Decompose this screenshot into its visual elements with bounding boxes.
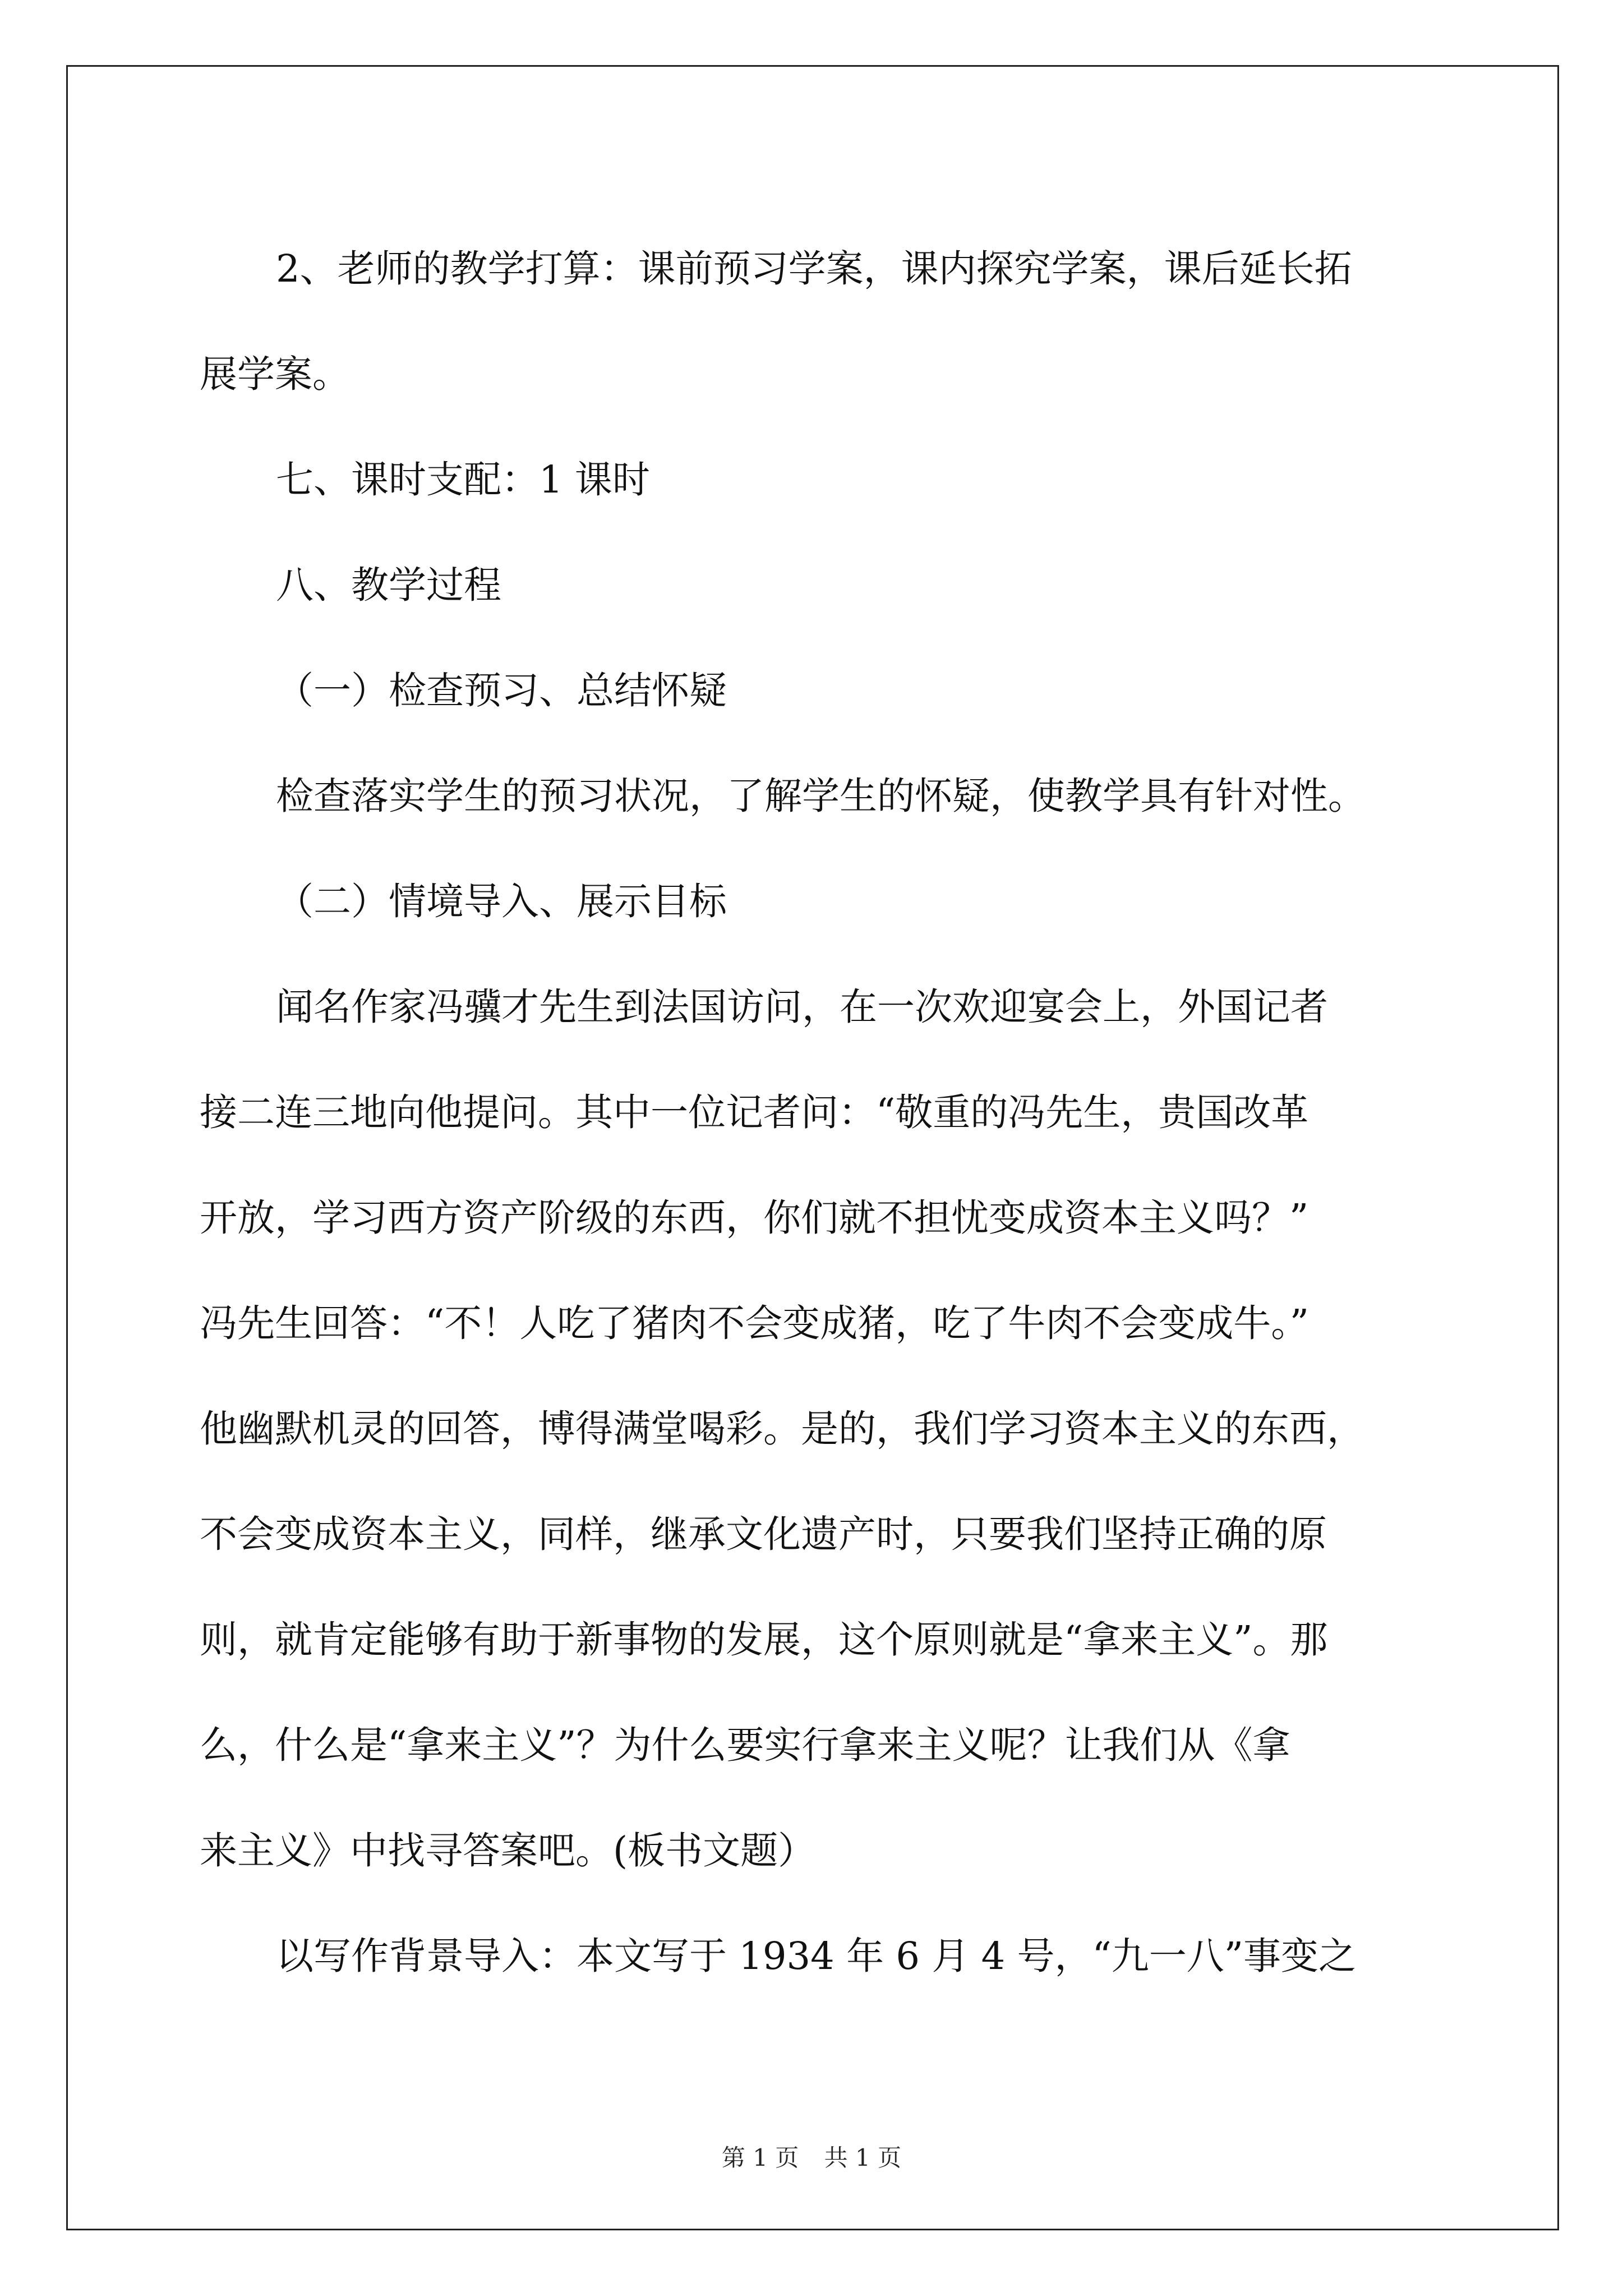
text-line: 则，就肯定能够有助于新事物的发展，这个原则就是“拿来主义”。那 [200, 1618, 1328, 1662]
page-footer [0, 2141, 1623, 2175]
text-line: 来主义》中找寻答案吧。(板书文题） [200, 1829, 816, 1872]
text-line: 不会变成资本主义，同样，继承文化遗产时，只要我们坚持正确的原 [200, 1512, 1327, 1556]
text-line: 他幽默机灵的回答，博得满堂喝彩。是的，我们学习资本主义的东西， [200, 1407, 1364, 1451]
text-line: 以写作背景导入：本文写于 1934 年 6 月 4 号，“九一八”事变之 [276, 1934, 1357, 1978]
text-line: 开放，学习西方资产阶级的东西，你们就不担忧变成资本主义吗？” [200, 1196, 1309, 1240]
section-heading: 七、课时支配：1 课时 [276, 458, 650, 501]
subsection-heading: （一）检查预习、总结怀疑 [276, 669, 727, 712]
document-body [200, 216, 1433, 2009]
text-line: 闻名作家冯骥才先生到法国访问，在一次欢迎宴会上，外国记者 [276, 985, 1328, 1029]
text-line: 检查落实学生的预习状况，了解学生的怀疑，使教学具有针对性。 [276, 774, 1366, 818]
text-line: 冯先生回答：“不！人吃了猪肉不会变成猪，吃了牛肉不会变成牛。” [200, 1301, 1310, 1345]
subsection-heading: （二）情境导入、展示目标 [276, 880, 727, 923]
text-line: 2、老师的教学打算：课前预习学案，课内探究学案，课后延长拓 [276, 247, 1352, 291]
page-total: 共 1 页 [824, 2144, 902, 2171]
text-line: 接二连三地向他提问。其中一位记者问：“敬重的冯先生，贵国改革 [200, 1091, 1309, 1134]
text-line: 展学案。 [200, 352, 350, 396]
section-heading: 八、教学过程 [276, 563, 501, 607]
page-number: 第 1 页 [721, 2144, 799, 2171]
text-line: 么，什么是“拿来主义”？为什么要实行拿来主义呢？让我们从《拿 [200, 1723, 1290, 1767]
